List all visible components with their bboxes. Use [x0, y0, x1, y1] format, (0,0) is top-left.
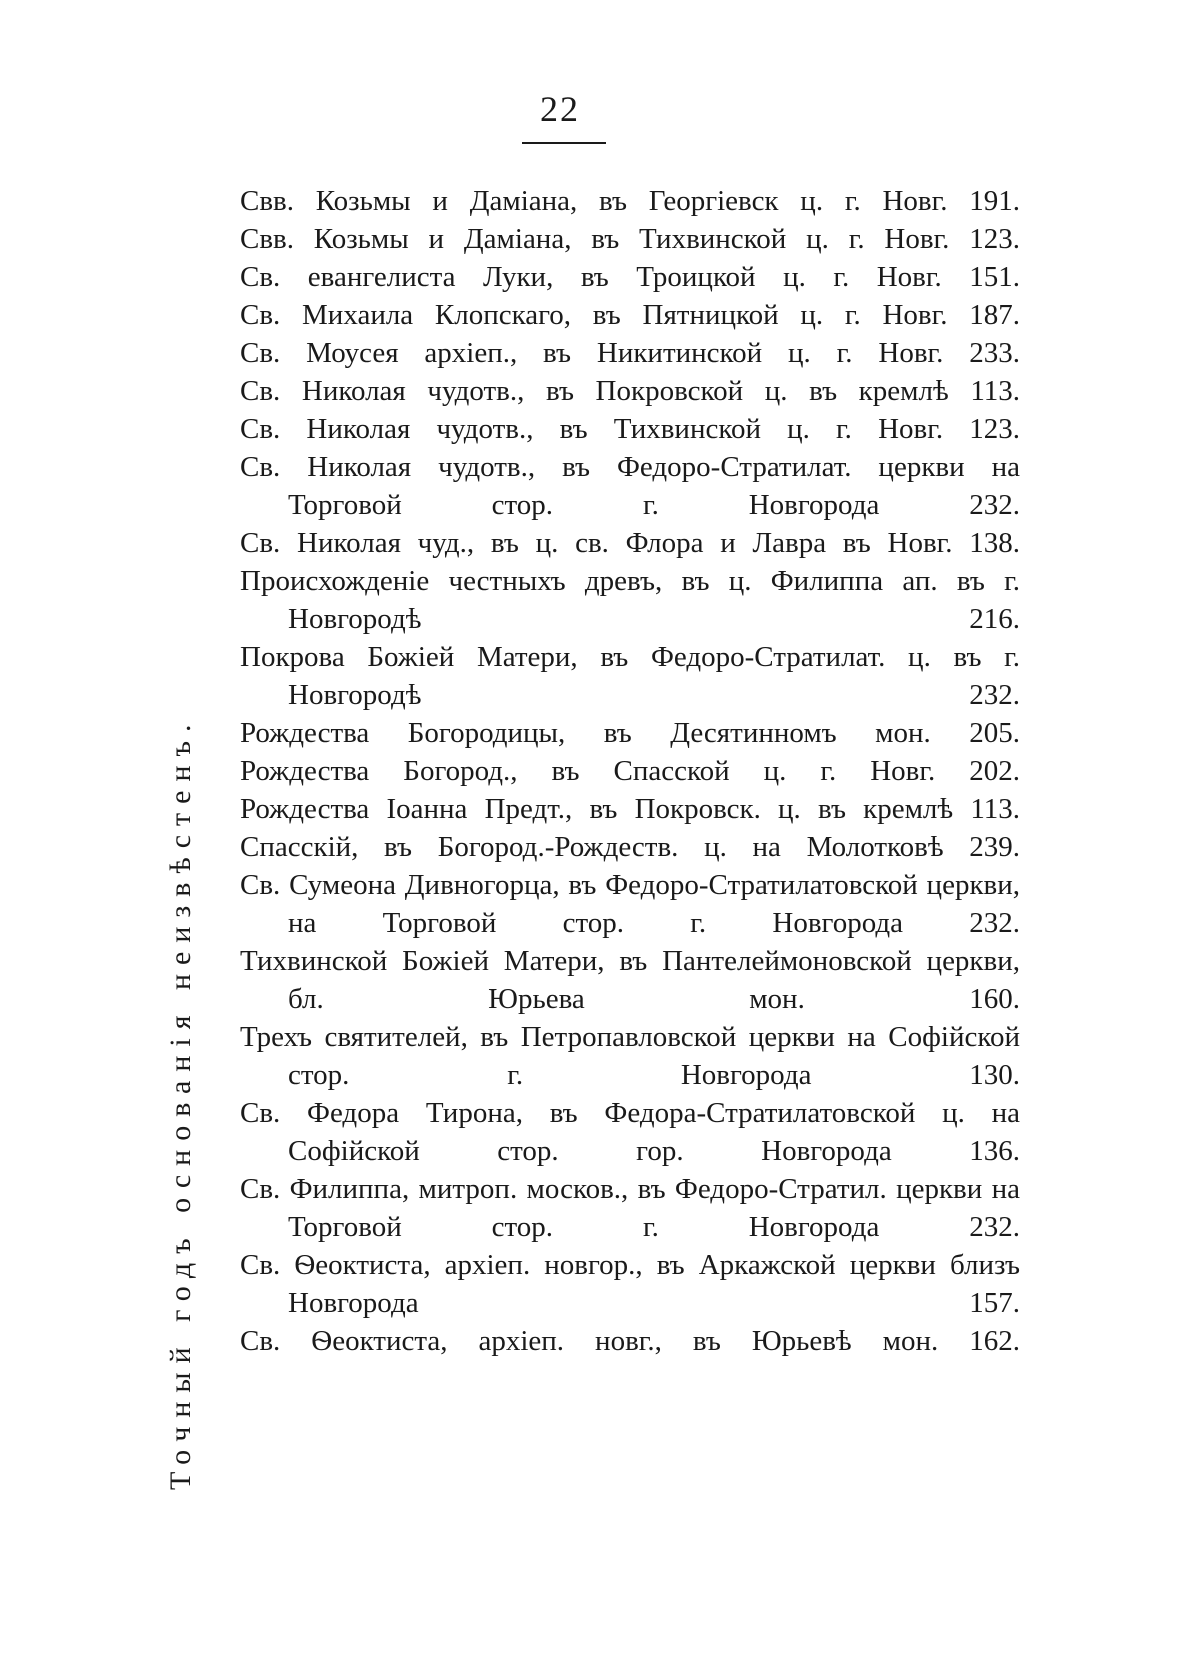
entry-item: Св. Филиппа, митроп. москов., въ Федоро-Стратил. церкви на Торговой стор. г. Новгорода 232. — [240, 1173, 1020, 1243]
entry-item: Св. Михаила Клопскаго, въ Пятницкой ц. г. Новг. 187. — [240, 299, 1020, 331]
entry-item: Св. Ѳеоктиста, архіеп. новгор., въ Аркажской церкви близъ Новгорода 157. — [240, 1249, 1020, 1319]
entry-item: Св. Николая чудотв., въ Тихвинской ц. г. Новг. 123. — [240, 413, 1020, 445]
side-note: Точный годъ основанія неизвѣстенъ. — [164, 715, 197, 1490]
entry-item: Свв. Козьмы и Даміана, въ Тихвинской ц. г. Новг. 123. — [240, 223, 1020, 255]
entry-item: Покрова Божіей Матери, въ Федоро-Стратилат. ц. въ г. Новгородѣ 232. — [240, 641, 1020, 711]
entry-list — [240, 182, 1020, 1360]
entry-item: Спасскій, въ Богород.-Рождеств. ц. на Молотковѣ 239. — [240, 831, 1020, 863]
entry-item: Рождества Іоанна Предт., въ Покровск. ц. въ кремлѣ 113. — [240, 793, 1020, 825]
entry-item: Св. Николая чуд., въ ц. св. Флора и Лавра въ Новг. 138. — [240, 527, 1020, 559]
entry-item: Тихвинской Божіей Матери, въ Пантелеймоновской церкви, бл. Юрьева мон. 160. — [240, 945, 1020, 1015]
entry-item: Рождества Богород., въ Спасской ц. г. Новг. 202. — [240, 755, 1020, 787]
page-number-rule — [522, 142, 606, 144]
entry-item: Происхожденіе честныхъ древъ, въ ц. Филиппа ап. въ г. Новгородѣ 216. — [240, 565, 1020, 635]
entry-item: Св. Николая чудотв., въ Покровской ц. въ кремлѣ 113. — [240, 375, 1020, 407]
entry-item: Св. Ѳеоктиста, архіеп. новг., въ Юрьевѣ мон. 162. — [240, 1325, 1020, 1357]
entry-item: Св. Николая чудотв., въ Федоро-Стратилат. церкви на Торговой стор. г. Новгорода 232. — [240, 451, 1020, 521]
entry-item: Св. Федора Тирона, въ Федора-Стратилатовской ц. на Софійской стор. гор. Новгорода 136. — [240, 1097, 1020, 1167]
entry-item: Свв. Козьмы и Даміана, въ Георгіевск ц. г. Новг. 191. — [240, 185, 1020, 217]
entry-item: Трехъ святителей, въ Петропавловской церкви на Софійской стор. г. Новгорода 130. — [240, 1021, 1020, 1091]
entry-item: Св. Моусея архіеп., въ Никитинской ц. г. Новг. 233. — [240, 337, 1020, 369]
entry-item: Св. евангелиста Луки, въ Троицкой ц. г. Новг. 151. — [240, 261, 1020, 293]
entry-item: Рождества Богородицы, въ Десятинномъ мон. 205. — [240, 717, 1020, 749]
page-number: 22 — [540, 89, 580, 129]
entry-item: Св. Сумеона Дивногорца, въ Федоро-Стратилатовской церкви, на Торговой стор. г. Новгорода 232. — [240, 869, 1020, 939]
